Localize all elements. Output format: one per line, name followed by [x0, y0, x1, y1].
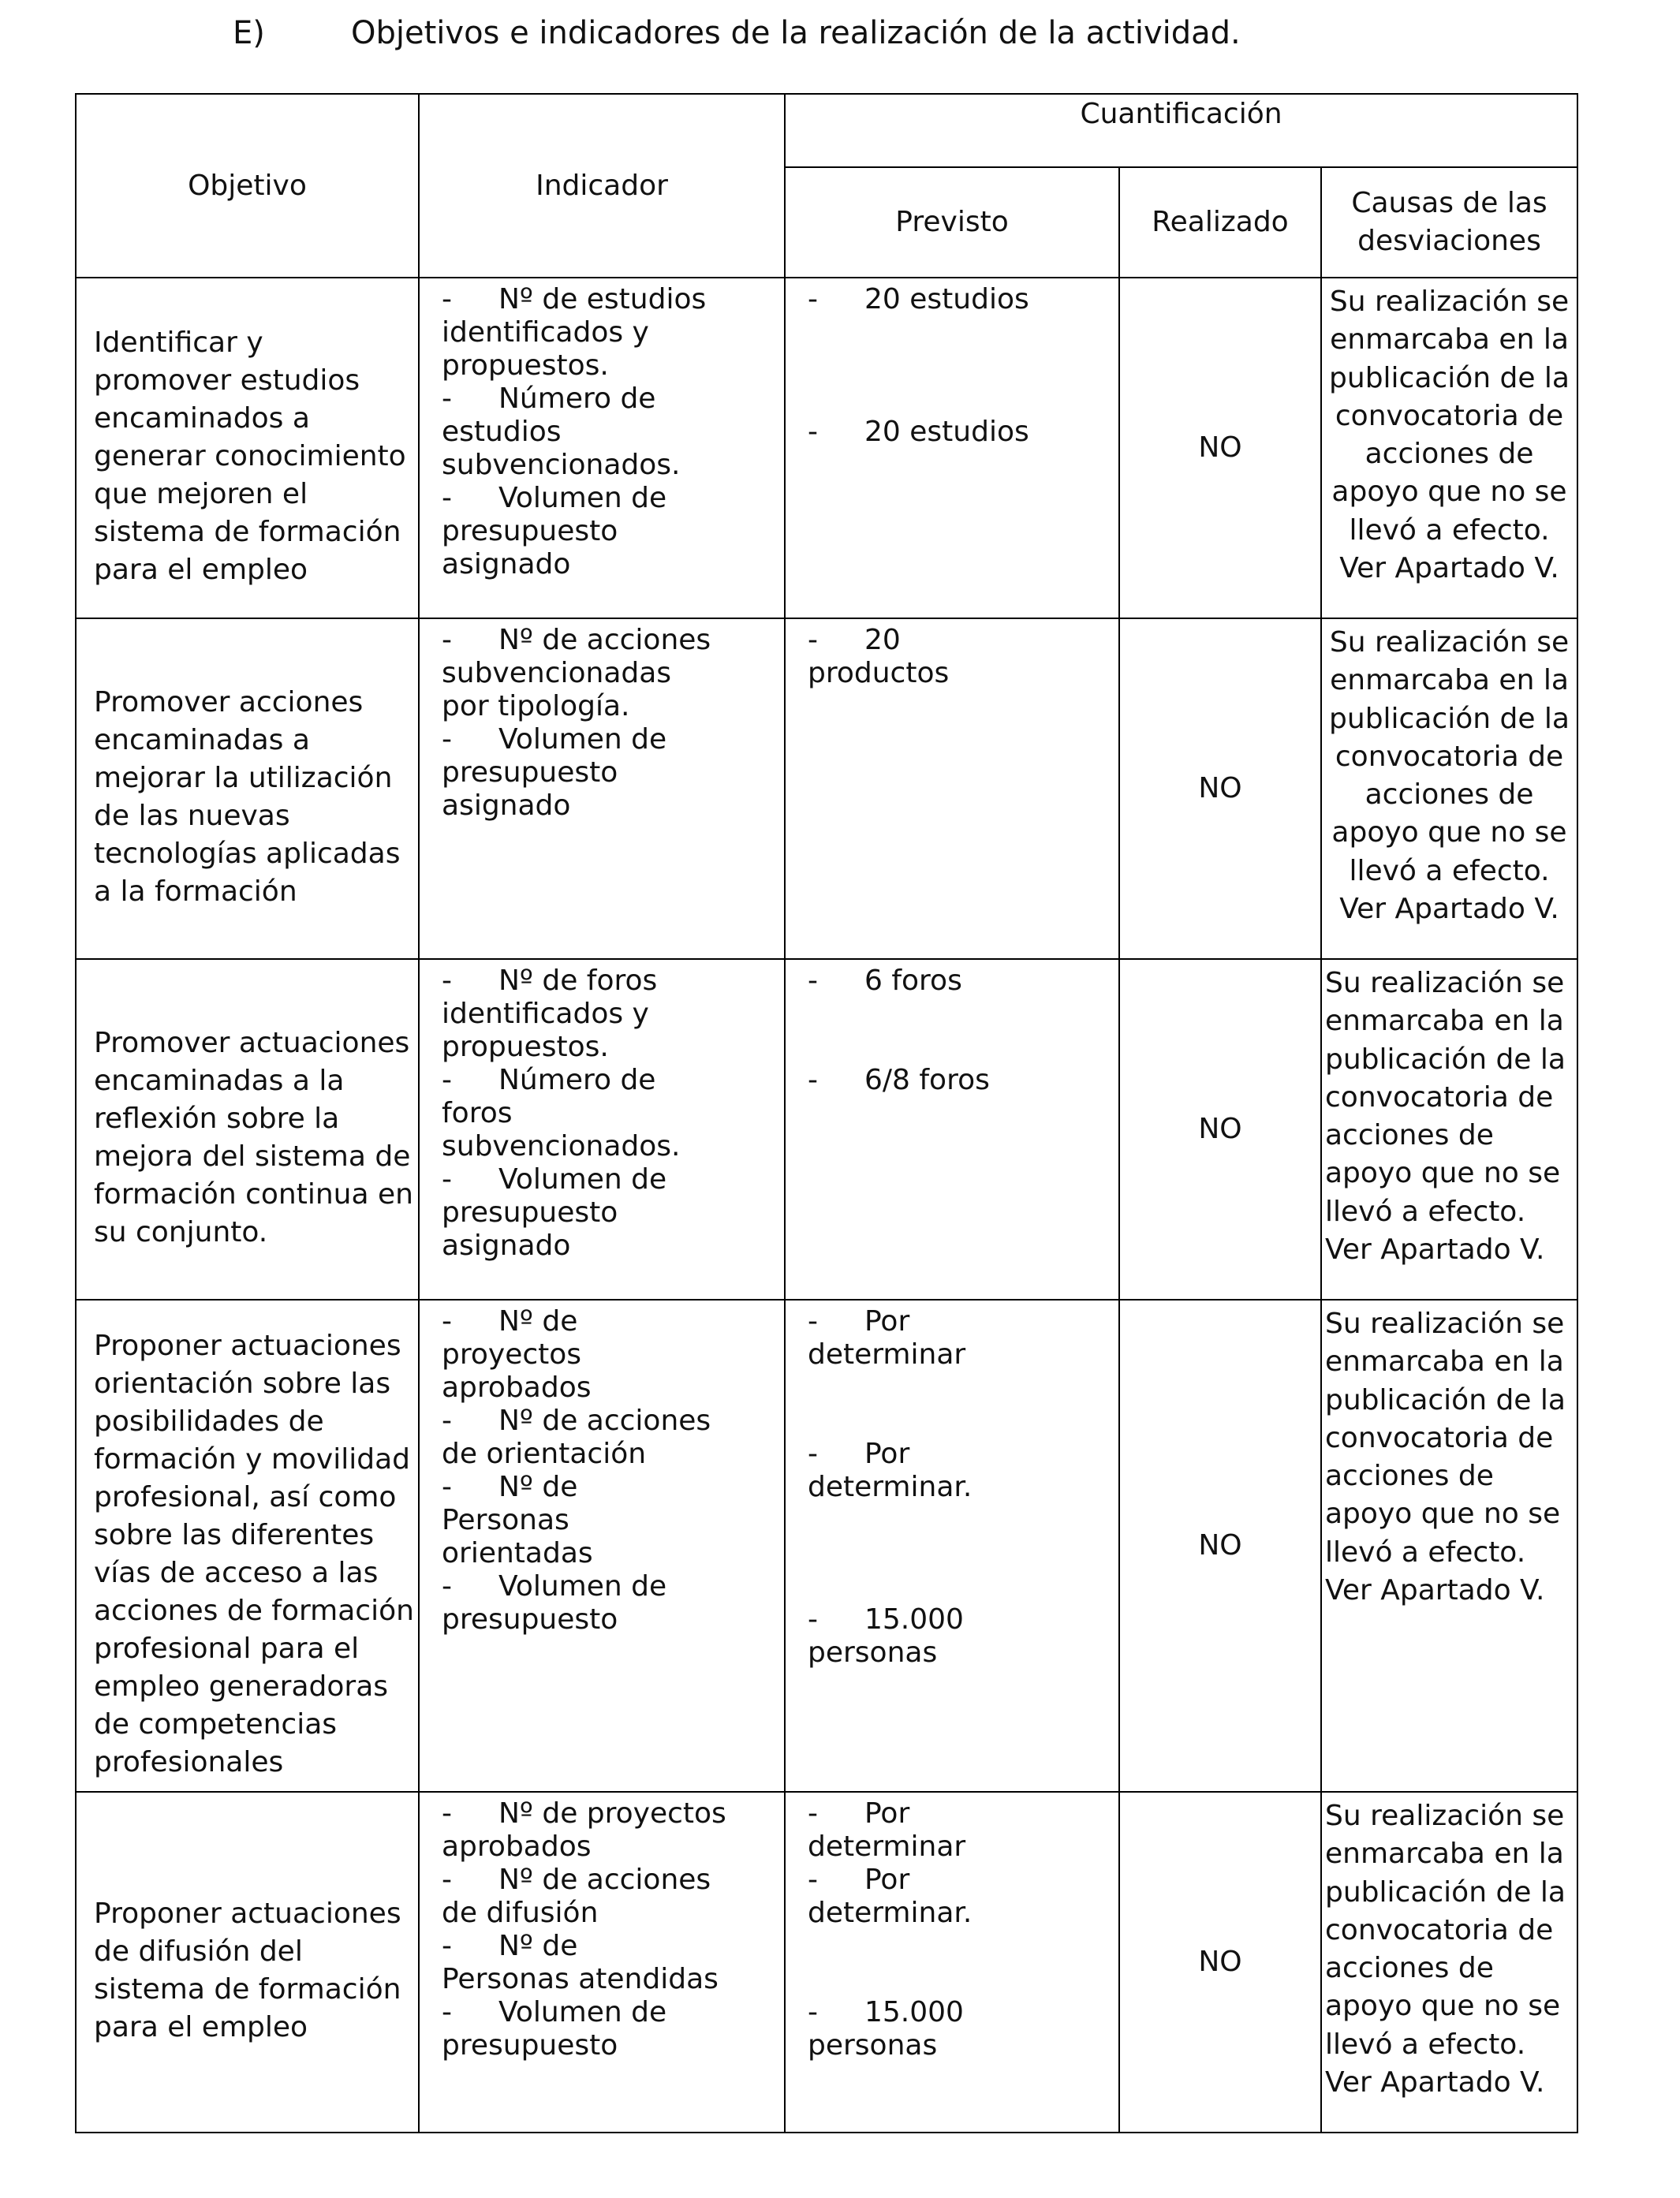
table-row: [76, 618, 1577, 959]
cell-realizado: NO: [1119, 959, 1321, 1300]
cell-previsto: - Por determinar - Por determinar. - 15.000 personas: [785, 1300, 1119, 1792]
cell-objetivo: Identificar y promover estudios encaminados a generar conocimiento que mejoren el sistema de formación para el empleo: [76, 278, 419, 618]
cell-previsto: - Por determinar - Por determinar. - 15.000 personas: [785, 1792, 1119, 2133]
cell-objetivo: Proponer actuaciones orientación sobre las posibilidades de formación y movilidad profesional, así como sobre las diferentes vías de acceso a las acciones de formación profesional para el empleo generadoras de competencias profesionales: [76, 1300, 419, 1792]
cell-indicador: - Nº de proyectos aprobados - Nº de acciones de orientación - Nº de Personas orientadas - Volumen de presupuesto: [419, 1300, 785, 1792]
cell-previsto: - 20 estudios - 20 estudios: [785, 278, 1119, 618]
cell-indicador: - Nº de proyectos aprobados - Nº de acciones de difusión - Nº de Personas atendidas - Volumen de presupuesto: [419, 1792, 785, 2133]
header-indicador: Indicador: [419, 94, 785, 278]
cell-indicador: - Nº de foros identificados y propuestos. - Número de foros subvencionados. - Volumen de presupuesto asignado: [419, 959, 785, 1300]
cell-previsto: - 6 foros - 6/8 foros: [785, 959, 1119, 1300]
cell-indicador: - Nº de acciones subvencionadas por tipología. - Volumen de presupuesto asignado: [419, 618, 785, 959]
cell-previsto: - 20 productos: [785, 618, 1119, 959]
cell-causas: Su realización se enmarcaba en la publicación de la convocatoria de acciones de apoyo que no se llevó a efecto. Ver Apartado V.: [1321, 278, 1577, 618]
header-causas: Causas de las desviaciones: [1321, 167, 1577, 278]
cell-objetivo: Promover acciones encaminadas a mejorar la utilización de las nuevas tecnologías aplicadas a la formación: [76, 618, 419, 959]
objectives-table: [75, 93, 1578, 2133]
table-row: [76, 1300, 1577, 1792]
header-objetivo: Objetivo: [76, 94, 419, 278]
cell-causas: Su realización se enmarcaba en la publicación de la convocatoria de acciones de apoyo que no se llevó a efecto. Ver Apartado V.: [1321, 1792, 1577, 2133]
header-previsto: Previsto: [785, 167, 1119, 278]
section-letter: E): [233, 15, 265, 51]
cell-realizado: NO: [1119, 1792, 1321, 2133]
table-body: [76, 278, 1577, 2133]
cell-causas: Su realización se enmarcaba en la publicación de la convocatoria de acciones de apoyo que no se llevó a efecto. Ver Apartado V.: [1321, 959, 1577, 1300]
cell-causas: Su realización se enmarcaba en la publicación de la convocatoria de acciones de apoyo que no se llevó a efecto. Ver Apartado V.: [1321, 1300, 1577, 1792]
header-cuantificacion: Cuantificación: [785, 94, 1577, 167]
cell-indicador: - Nº de estudios identificados y propuestos. - Número de estudios subvencionados. - Volumen de presupuesto asignado: [419, 278, 785, 618]
cell-objetivo: Proponer actuaciones de difusión del sistema de formación para el empleo: [76, 1792, 419, 2133]
cell-objetivo: Promover actuaciones encaminadas a la reflexión sobre la mejora del sistema de formación continua en su conjunto.: [76, 959, 419, 1300]
section-title: Objetivos e indicadores de la realización de la actividad.: [351, 15, 1241, 51]
header-realizado: Realizado: [1119, 167, 1321, 278]
table-row: [76, 959, 1577, 1300]
cell-realizado: NO: [1119, 618, 1321, 959]
table-row: [76, 1792, 1577, 2133]
cell-realizado: NO: [1119, 1300, 1321, 1792]
cell-realizado: NO: [1119, 278, 1321, 618]
cell-causas: Su realización se enmarcaba en la publicación de la convocatoria de acciones de apoyo que no se llevó a efecto. Ver Apartado V.: [1321, 618, 1577, 959]
table-row: [76, 278, 1577, 618]
